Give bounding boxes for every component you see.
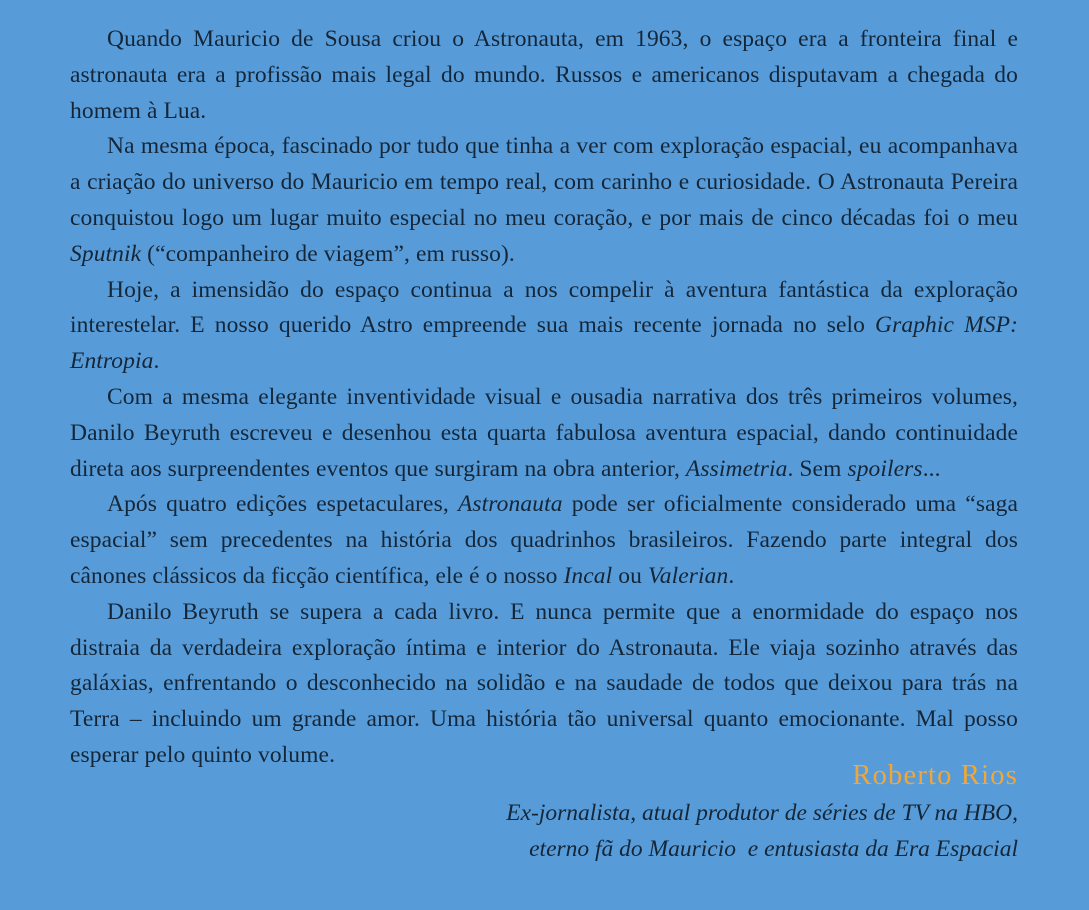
italic-text-segment: Sputnik — [70, 240, 142, 267]
text-segment: (“companheiro de viagem”, em russo). — [141, 240, 515, 267]
foreword-paragraph — [70, 487, 1018, 594]
text-segment: . — [728, 562, 735, 589]
italic-text-segment: Incal — [563, 562, 613, 589]
signature-credit-line-2: eterno fã do Mauricio e entusiasta da Era Espacial — [529, 835, 1018, 862]
foreword-paragraph — [70, 273, 1018, 380]
signature-name: Roberto Rios — [852, 760, 1018, 791]
foreword-text — [70, 22, 1018, 774]
italic-text-segment: Graphic MSP: Entropia — [70, 312, 1018, 375]
foreword-paragraph — [70, 380, 1018, 487]
text-segment: . Sem — [787, 455, 848, 482]
text-segment: . — [153, 348, 160, 375]
foreword-paragraph — [70, 129, 1018, 272]
signature-credit-line-1: Ex-jornalista, atual produtor de séries de TV na HBO, — [506, 800, 1018, 826]
text-segment: Hoje, a imensidão do espaço continua a nos compelir à aventura fantástica da exploração interestelar. E nosso querido Astro empreende sua mais recente jornada no selo — [70, 276, 1018, 339]
foreword-paragraph — [70, 595, 1018, 774]
italic-text-segment: Astronauta — [457, 491, 563, 518]
text-segment: Danilo Beyruth se supera a cada livro. E nunca permite que a enormidade do espaço nos distraia da verdadeira exploração íntima e interior do Astronauta. Ele viaja sozinho através das galáxias, enfrentando o desconhecido na solidão e na saudade de todos que deixou para trás na Terra – incluindo um grande amor. Uma história tão universal quanto emocionante. Mal posso esperar pelo quinto volume. — [70, 598, 1018, 768]
text-segment: Com a mesma elegante inventividade visual e ousadia narrativa dos três primeiros volumes, Danilo Beyruth escreveu e desenhou esta quarta fabulosa aventura espacial, dando continuidade direta aos surpreendentes eventos que surgiram na obra anterior, — [70, 383, 1018, 482]
text-segment: Após quatro edições espetaculares, — [107, 491, 458, 518]
text-segment: pode ser oficialmente considerado uma “saga espacial” sem precedentes na história dos quadrinhos brasileiros. Fazendo parte integral dos cânones clássicos da ficção científica, ele é o nosso — [70, 491, 1018, 589]
foreword-paragraph — [70, 22, 1018, 129]
italic-text-segment: Valerian — [647, 562, 729, 589]
text-segment: ou — [612, 562, 648, 589]
italic-text-segment: spoilers — [847, 455, 923, 482]
italic-text-segment: Assimetria — [685, 455, 788, 482]
signature-block — [506, 756, 1018, 867]
text-segment: Na mesma época, fascinado por tudo que tinha a ver com exploração espacial, eu acompanhava a criação do universo do Mauricio em tempo real, com carinho e curiosidade. O Astronauta Pereira conquistou logo um lugar muito especial no meu coração, e por mais de cinco décadas foi o meu — [70, 133, 1018, 231]
text-segment: ... — [922, 455, 941, 482]
text-segment: Quando Mauricio de Sousa criou o Astronauta, em 1963, o espaço era a fronteira final e astronauta era a profissão mais legal do mundo. Russos e americanos disputavam a chegada do homem à Lua. — [70, 26, 1018, 124]
